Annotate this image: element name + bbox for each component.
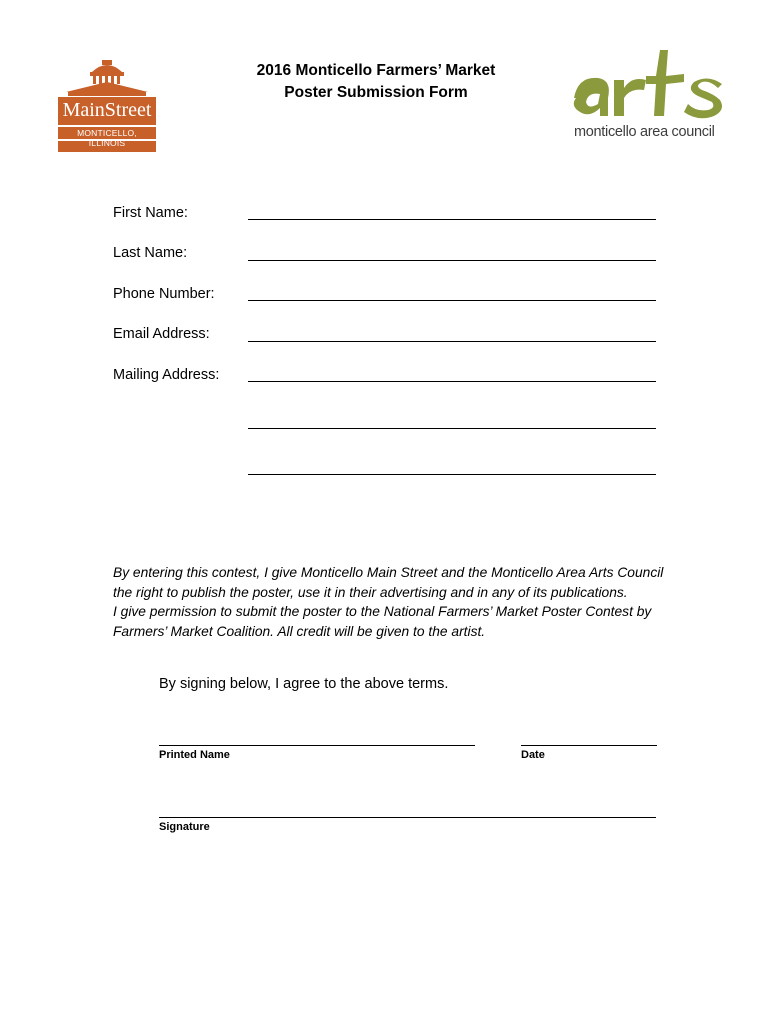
form-subtitle: Poster Submission Form (284, 84, 468, 101)
terms-line: Farmers’ Market Coalition. All credit will be given to the artist. (113, 623, 486, 639)
mainstreet-logo (58, 58, 156, 154)
last-name-field[interactable] (248, 260, 656, 261)
first-name-field[interactable] (248, 219, 656, 220)
terms-paragraph (113, 563, 673, 641)
arts-council-tagline: monticello area council (574, 124, 715, 140)
mainstreet-logo-text: MainStreet (62, 99, 152, 121)
mainstreet-logo-city: MONTICELLO, ILLINOIS (77, 128, 137, 148)
phone-number-label: Phone Number: (113, 286, 215, 302)
terms-line: the right to publish the poster, use it in their advertising and in any of its publications. (113, 584, 628, 600)
agreement-statement: By signing below, I agree to the above terms. (159, 676, 449, 692)
terms-line: I give permission to submit the poster to the National Farmers’ Market Poster Contest by (113, 604, 652, 619)
printed-name-label: Printed Name (159, 749, 230, 761)
form-title: 2016 Monticello Farmers’ Market (256, 62, 496, 79)
signature-label: Signature (159, 821, 210, 833)
mailing-address-field-line-2[interactable] (248, 428, 656, 429)
email-address-field[interactable] (248, 341, 656, 342)
date-field[interactable] (521, 745, 657, 746)
terms-line: By entering this contest, I give Monticello Main Street and the Monticello Area Arts Council (113, 565, 664, 580)
mailing-address-field-line-3[interactable] (248, 474, 656, 475)
printed-name-field[interactable] (159, 745, 475, 746)
last-name-label: Last Name: (113, 245, 188, 261)
arts-council-logo (568, 46, 728, 146)
date-label: Date (521, 749, 545, 761)
first-name-label: First Name: (113, 205, 188, 221)
phone-number-field[interactable] (248, 300, 656, 301)
mailing-address-field-line-1[interactable] (248, 381, 656, 382)
email-address-label: Email Address: (113, 326, 210, 342)
signature-field[interactable] (159, 817, 656, 818)
mailing-address-label: Mailing Address: (113, 367, 220, 383)
